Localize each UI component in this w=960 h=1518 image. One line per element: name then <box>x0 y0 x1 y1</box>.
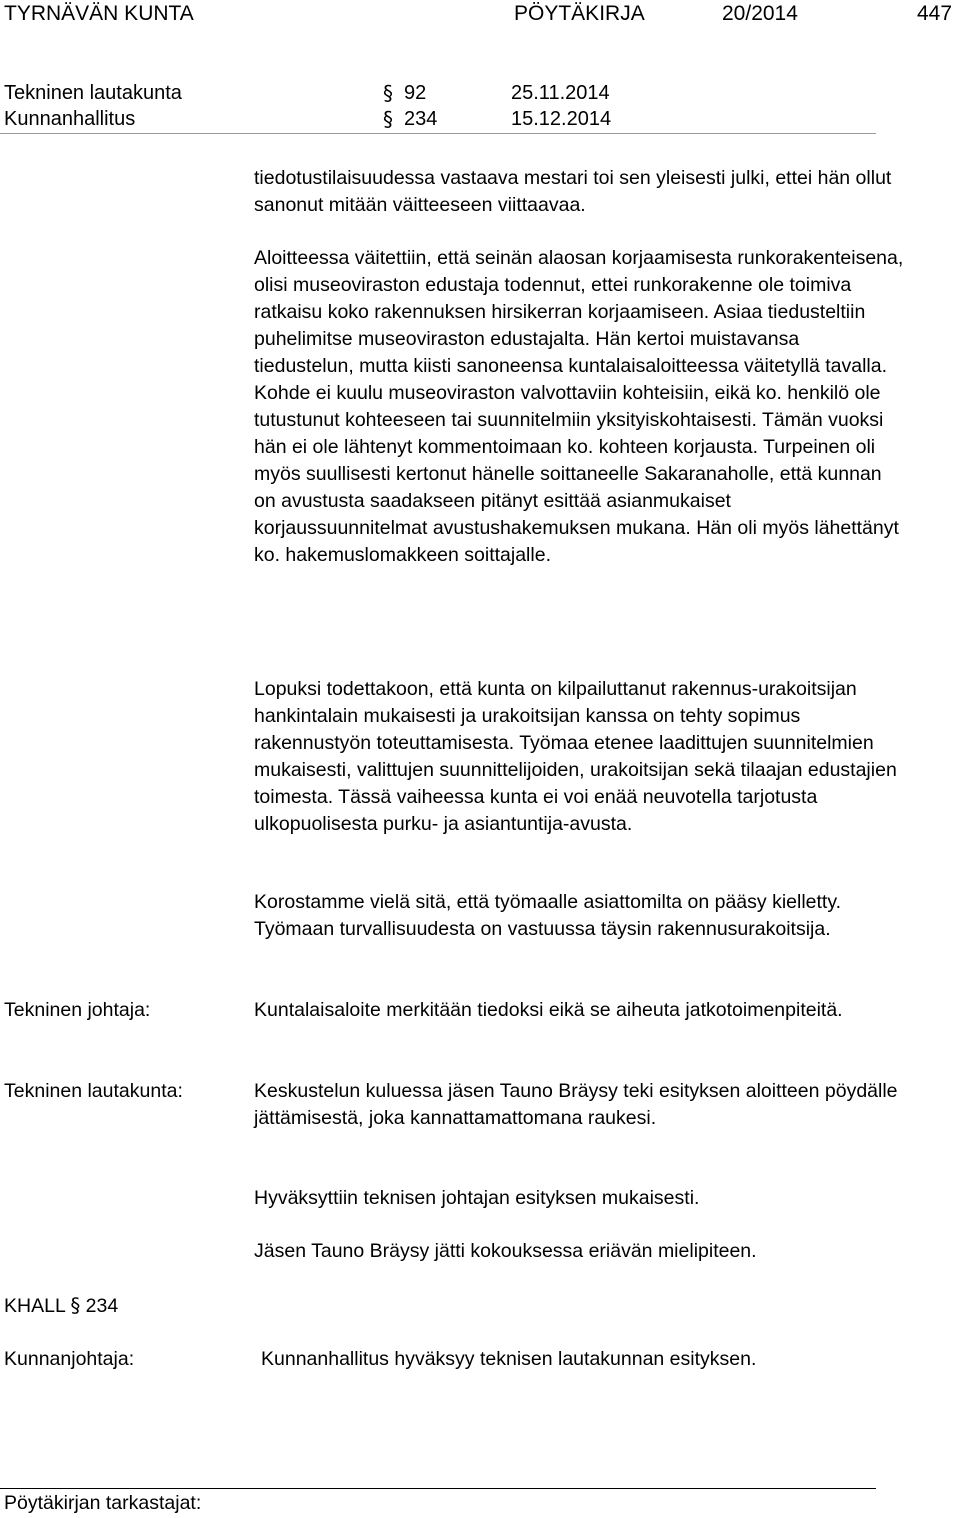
khall-heading <box>4 1292 118 1320</box>
page-number: 447 <box>917 2 953 25</box>
header-divider <box>0 133 876 134</box>
section-mark: § <box>383 81 393 105</box>
document-type: PÖYTÄKIRJA <box>514 2 645 25</box>
proposal-text: Kuntalaisaloite merkitään tiedoksi eikä se aiheuta jatkotoimenpiteitä. <box>254 999 843 1021</box>
section-number: 234 <box>404 108 438 130</box>
meeting-date: 25.11.2014 <box>511 82 610 104</box>
decision-line: Jäsen Tauno Bräysy jätti kokouksessa eriävän mielipiteen. <box>254 1240 757 1262</box>
decision-line: Hyväksyttiin teknisen johtajan esityksen mukaisesti. <box>254 1187 700 1209</box>
khall-text: Kunnanhallitus hyväksyy teknisen lautakunnan esityksen. <box>261 1348 757 1370</box>
proposal-text: Keskustelun kuluessa jäsen Tauno Bräysy teki esityksen aloitteen pöydälle jättämisestä, joka kannattamattomana raukesi. <box>254 1080 898 1129</box>
khall-label: Kunnanjohtaja: <box>4 1348 135 1370</box>
proposal-label: Tekninen lautakunta: <box>4 1080 183 1102</box>
municipality-name: TYRNÄVÄN KUNTA <box>4 2 194 25</box>
section-mark: § <box>70 1294 81 1317</box>
body-paragraph: Aloitteessa väitettiin, että seinän alaosan korjaamisesta runkorakenteisena, olisi museoviraston edustaja todennut, ettei runkorakenne ole toimiva ratkaisu koko rakennuksen hirsikerran korjaamiseen. Asiaa tiedusteltiin puhelimitse museoviraston edustajalta. Hän kertoi muistavansa tiedustelun, mutta kiisti sanoneensa kuntalaisaloitteessa väitetyllä tavalla. Kohde ei kuulu museoviraston valvottaviin kohteisiin, eikä ko. henkilö ole tutustunut kohteeseen tai suunnitelmiin yksityiskohtaisesti. Tämän vuoksi hän ei ole lähtenyt kommentoimaan ko. kohteen korjausta. Turpeinen oli myös suullisesti kertonut hänelle soittaneelle Sakaranaholle, että kunnan on avustusta saadakseen pitänyt esittää asianmukaiset korjaussuunnitelmat avustushakemuksen mukana. Hän oli myös lähettänyt ko. hakemuslomakkeen soittajalle. <box>254 247 904 566</box>
section-mark: § <box>383 107 393 131</box>
khall-section: 234 <box>85 1295 119 1317</box>
meeting-date: 15.12.2014 <box>511 108 612 130</box>
footer-label: Pöytäkirjan tarkastajat: <box>4 1492 202 1514</box>
meeting-body: Kunnanhallitus <box>4 108 136 130</box>
footer-divider <box>0 1488 876 1489</box>
khall-prefix: KHALL <box>4 1295 66 1317</box>
section-number: 92 <box>404 82 427 104</box>
document-number: 20/2014 <box>722 2 798 25</box>
body-paragraph: Korostamme vielä sitä, että työmaalle asiattomilta on pääsy kielletty. Työmaan turvallisuudesta on vastuussa täysin rakennusurakoitsija. <box>254 891 842 940</box>
body-paragraph: tiedotustilaisuudessa vastaava mestari toi sen yleisesti julki, ettei hän ollut sanonut mitään väitteeseen viittaavaa. <box>254 167 892 216</box>
meeting-body: Tekninen lautakunta <box>4 82 182 104</box>
body-paragraph: Lopuksi todettakoon, että kunta on kilpailuttanut rakennus-urakoitsijan hankintalain mukaisesti ja urakoitsijan kanssa on tehty sopimus rakennustyön toteuttamisesta. Työmaa etenee laadittujen suunnitelmien mukaisesti, valittujen suunnittelijoiden, urakoitsijan sekä tilaajan edustajien toimesta. Tässä vaiheessa kunta ei voi enää neuvotella tarjotusta ulkopuolisesta purku- ja asiantuntija-avusta. <box>254 678 897 835</box>
proposal-label: Tekninen johtaja: <box>4 999 151 1021</box>
